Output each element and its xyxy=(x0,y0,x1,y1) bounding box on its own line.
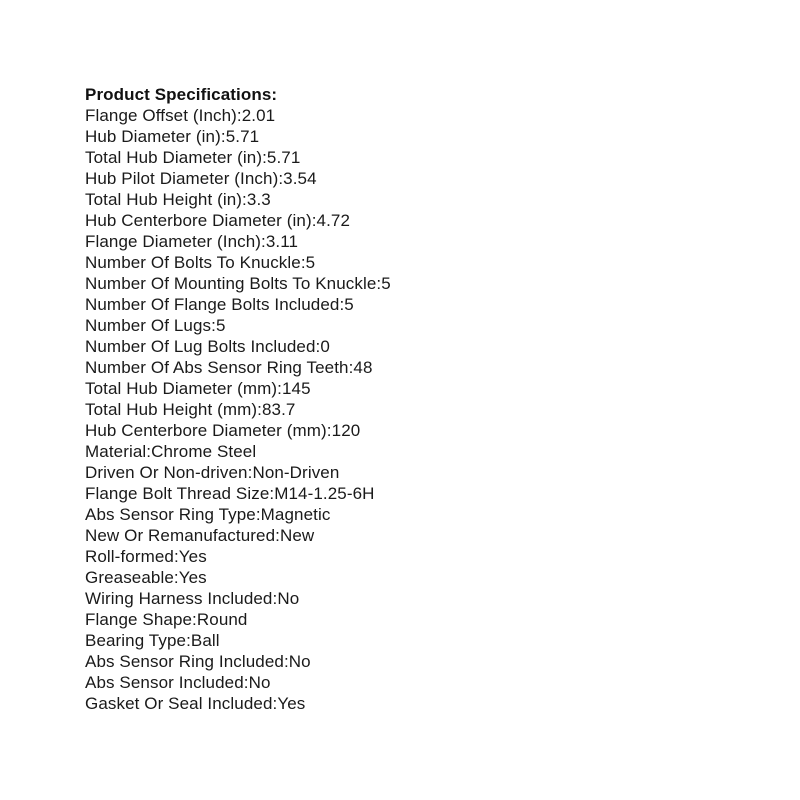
spec-value: Ball xyxy=(190,631,220,650)
spec-value: Yes xyxy=(277,694,306,713)
spec-row xyxy=(85,462,735,483)
spec-value: 5 xyxy=(215,316,226,335)
spec-label: Wiring Harness Included: xyxy=(85,589,278,608)
spec-value: 3.11 xyxy=(265,232,299,251)
spec-label: Total Hub Diameter (mm): xyxy=(85,379,282,398)
spec-row xyxy=(85,294,735,315)
spec-label: Total Hub Height (mm): xyxy=(85,400,262,419)
spec-label: Flange Shape: xyxy=(85,610,197,629)
spec-value: 3.3 xyxy=(246,190,271,209)
spec-label: Flange Offset (Inch): xyxy=(85,106,242,125)
spec-value: 4.72 xyxy=(316,211,351,230)
spec-label: Number Of Lugs: xyxy=(85,316,216,335)
spec-value: Magnetic xyxy=(260,505,331,524)
spec-row xyxy=(85,672,735,693)
spec-label: Number Of Flange Bolts Included: xyxy=(85,295,345,314)
spec-label: Number Of Abs Sensor Ring Teeth: xyxy=(85,358,354,377)
spec-value: 83.7 xyxy=(261,400,296,419)
spec-row xyxy=(85,546,735,567)
spec-label: Material: xyxy=(85,442,152,461)
spec-label: Gasket Or Seal Included: xyxy=(85,694,278,713)
spec-list xyxy=(85,105,735,714)
spec-label: Number Of Mounting Bolts To Knuckle: xyxy=(85,274,382,293)
spec-label: Abs Sensor Included: xyxy=(85,673,249,692)
spec-value: 3.54 xyxy=(283,169,317,188)
spec-row xyxy=(85,147,735,168)
spec-label: Total Hub Diameter (in): xyxy=(85,148,267,167)
spec-value: No xyxy=(248,673,271,692)
spec-label: Hub Centerbore Diameter (in): xyxy=(85,211,317,230)
spec-value: Chrome Steel xyxy=(151,442,257,461)
spec-value: 145 xyxy=(282,379,311,398)
spec-label: Bearing Type: xyxy=(85,631,191,650)
spec-row xyxy=(85,189,735,210)
spec-label: Greaseable: xyxy=(85,568,179,587)
spec-row xyxy=(85,315,735,336)
spec-row xyxy=(85,126,735,147)
spec-row xyxy=(85,693,735,714)
spec-value: No xyxy=(288,652,311,671)
spec-row xyxy=(85,231,735,252)
spec-label: Flange Bolt Thread Size: xyxy=(85,484,275,503)
spec-label: Hub Diameter (in): xyxy=(85,127,226,146)
spec-row xyxy=(85,525,735,546)
spec-value: Round xyxy=(196,610,248,629)
spec-value: 5 xyxy=(344,295,354,314)
section-title: Product Specifications: xyxy=(85,85,278,104)
spec-row xyxy=(85,420,735,441)
spec-value: 48 xyxy=(353,358,373,377)
spec-row xyxy=(85,609,735,630)
spec-value: Yes xyxy=(178,568,207,587)
spec-label: Driven Or Non-driven: xyxy=(85,463,253,482)
spec-row xyxy=(85,441,735,462)
spec-value: No xyxy=(277,589,300,608)
spec-label: New Or Remanufactured: xyxy=(85,526,280,545)
spec-value: Non-Driven xyxy=(252,463,340,482)
spec-row xyxy=(85,651,735,672)
spec-label: Roll-formed: xyxy=(85,547,179,566)
spec-label: Flange Diameter (Inch): xyxy=(85,232,266,251)
spec-value: 120 xyxy=(331,421,361,440)
spec-value: 5.71 xyxy=(225,127,260,146)
spec-row xyxy=(85,399,735,420)
spec-row xyxy=(85,483,735,504)
spec-label: Hub Pilot Diameter (Inch): xyxy=(85,169,284,188)
spec-value: Yes xyxy=(178,547,207,566)
spec-row xyxy=(85,105,735,126)
spec-value: New xyxy=(279,526,315,545)
spec-row xyxy=(85,210,735,231)
spec-row xyxy=(85,252,735,273)
spec-value: M14-1.25-6H xyxy=(274,484,375,503)
spec-value: 0 xyxy=(320,337,330,356)
spec-label: Total Hub Height (in): xyxy=(85,190,247,209)
spec-label: Abs Sensor Ring Included: xyxy=(85,652,289,671)
spec-row xyxy=(85,168,735,189)
spec-value: 2.01 xyxy=(241,106,276,125)
spec-row xyxy=(85,588,735,609)
spec-row xyxy=(85,630,735,651)
spec-value: 5 xyxy=(381,274,391,293)
spec-row xyxy=(85,336,735,357)
spec-label: Number Of Lug Bolts Included: xyxy=(85,337,321,356)
spec-row xyxy=(85,504,735,525)
spec-value: 5.71 xyxy=(266,148,301,167)
spec-label: Abs Sensor Ring Type: xyxy=(85,505,261,524)
spec-row xyxy=(85,567,735,588)
spec-row xyxy=(85,378,735,399)
product-specifications-section xyxy=(85,84,735,714)
spec-label: Hub Centerbore Diameter (mm): xyxy=(85,421,332,440)
spec-label: Number Of Bolts To Knuckle: xyxy=(85,253,306,272)
spec-row xyxy=(85,273,735,294)
spec-row xyxy=(85,357,735,378)
spec-value: 5 xyxy=(305,253,316,272)
